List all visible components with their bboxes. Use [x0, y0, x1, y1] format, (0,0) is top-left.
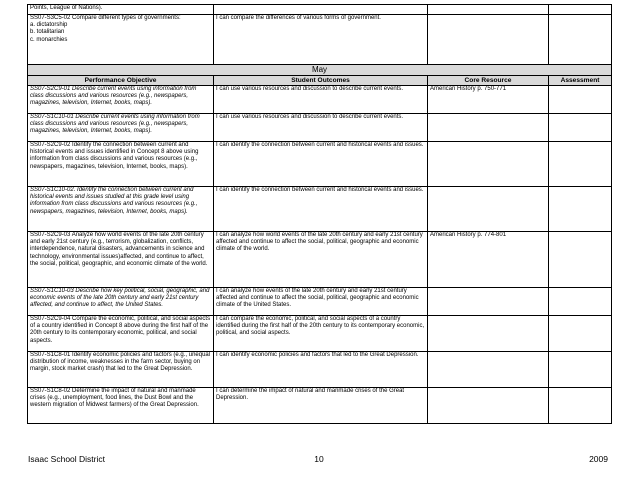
- list-item: c. monarchies: [30, 36, 68, 43]
- objective-cell: SS07-S2C9-02 Identify the connection between current and historical events and issues identified in Concept 8 above using information from class discussions and various resources (e.g., newspapers, magazines, television, Internet, books, maps).: [28, 142, 214, 187]
- objective-cell: SS07-S2C9-04 Compare the economic, political, and social aspects of a country identified in Concept 8 above during the first half of the 20th century to its contemporary economic, political, and social aspects.: [28, 316, 214, 352]
- list-item: b. totalitarian: [30, 29, 65, 36]
- objective-cell: SS07-S2C9-03 Analyze how world events of the late 20th century and early 21st century (e.g., terrorism, globalization, conflicts, interdependence, natural disasters, advancements in science and technology, environmental issues)affected, and continue to affect, the social, political, geographic, and economic climate of the world.: [28, 232, 214, 288]
- assessment-cell: [549, 15, 612, 65]
- assessment-cell: [549, 5, 612, 15]
- table-row: [28, 114, 612, 142]
- footer-page-number: 10: [314, 454, 324, 464]
- objective-text: SS07-S3C5-02 Compare different types of governments:: [30, 15, 181, 21]
- table-row: [28, 187, 612, 232]
- assessment-cell: [549, 187, 612, 232]
- objective-cell: SS07-S1C10-03 Describe how key political, social, geographic, and economic events of the late 20th century and early 21st century affected, and continue to affect, the United States.: [28, 288, 214, 316]
- header-row: [28, 76, 612, 86]
- resource-cell: [428, 288, 549, 316]
- outcome-cell: I can identify economic policies and factors that led to the Great Depression.: [214, 352, 428, 388]
- assessment-cell: [549, 352, 612, 388]
- objective-cell: SS07-S1C10-01 Describe current events using information from class discussions and various resources (e.g., newspapers, magazines, television, Internet, books, maps).: [28, 114, 214, 142]
- outcome-cell: I can analyze how events of the late 20th century and early 21st century affected and continue to affect the social, political, geographic and economic climate of the United States.: [214, 288, 428, 316]
- table-row: [28, 316, 612, 352]
- resource-cell: [428, 5, 549, 15]
- outcome-cell: I can compare the economic, political, and social aspects of a country identified during the first half of the 20th century to its contemporary economic, political, and social aspects.: [214, 316, 428, 352]
- outcome-cell: [214, 15, 428, 65]
- outcome-text: I can compare the differences of various forms of government.: [216, 15, 381, 21]
- assessment-cell: [549, 388, 612, 424]
- table-row: [28, 288, 612, 316]
- objective-cell: [28, 5, 214, 15]
- objective-cell: SS07-S1C10-02. Identify the connection between current and historical events and issues studied at this grade level using information from class discussions and various resources (e.g., newspapers, magazines, television, Internet, books, maps).: [28, 187, 214, 232]
- resource-cell: American History p. 774-801: [428, 232, 549, 288]
- curriculum-table: [27, 4, 612, 424]
- continuation-row: [28, 5, 612, 15]
- objective-cell: SS07-S2C9-01 Describe current events using information from class discussions and various resources (e.g., newspapers, magazines, television, Internet, books, maps).: [28, 86, 214, 114]
- assessment-cell: [549, 114, 612, 142]
- header-assessment: Assessment: [549, 76, 612, 86]
- footer-district: Isaac School District: [28, 454, 105, 464]
- header-outcomes: Student Outcomes: [214, 76, 428, 86]
- month-label: May: [28, 65, 612, 76]
- table-row: [28, 86, 612, 114]
- resource-cell: [428, 352, 549, 388]
- objective-cell: SS07-S1C8-02 Determine the impact of natural and manmade crises (e.g., unemployment, food lines, the Dust Bowl and the western migration of Midwest farmers) of the Great Depression.: [28, 388, 214, 424]
- continuation-text: Points, League of Nations).: [30, 5, 103, 11]
- outcome-cell: [214, 5, 428, 15]
- table-row: [28, 232, 612, 288]
- resource-cell: American History p. 750-771: [428, 86, 549, 114]
- assessment-cell: [549, 232, 612, 288]
- resource-cell: [428, 114, 549, 142]
- objective-cell: [28, 15, 214, 65]
- header-resource: Core Resource: [428, 76, 549, 86]
- table-row: [28, 388, 612, 424]
- outcome-cell: I can identify the connection between current and historical events and issues.: [214, 142, 428, 187]
- footer-year: 2009: [589, 454, 608, 464]
- assessment-cell: [549, 86, 612, 114]
- table-row: [28, 352, 612, 388]
- outcome-cell: I can determine the impact of natural and manmade crises of the Great Depression.: [214, 388, 428, 424]
- table-row: [28, 142, 612, 187]
- month-row: [28, 65, 612, 76]
- objective-cell: SS07-S1C8-01 Identify economic policies and factors (e.g., unequal distribution of income, weaknesses in the farm sector, buying on margin, stock market crash) that led to the Great Depression.: [28, 352, 214, 388]
- resource-cell: [428, 388, 549, 424]
- header-objective: Performance Objective: [28, 76, 214, 86]
- assessment-cell: [549, 316, 612, 352]
- resource-cell: [428, 316, 549, 352]
- assessment-cell: [549, 142, 612, 187]
- list-item: a. dictatorship: [30, 22, 68, 29]
- compare-governments-row: [28, 15, 612, 65]
- resource-cell: [428, 187, 549, 232]
- outcome-cell: I can identify the connection between current and historical events and issues.: [214, 187, 428, 232]
- resource-cell: [428, 142, 549, 187]
- outcome-cell: I can analyze how world events of the late 20th century and early 21st century affected and continue to affect the social, political, geographic and economic climate of the world.: [214, 232, 428, 288]
- resource-cell: [428, 15, 549, 65]
- assessment-cell: [549, 288, 612, 316]
- outcome-cell: I can use various resources and discussion to describe current events.: [214, 86, 428, 114]
- outcome-cell: I can use various resources and discussion to describe current events.: [214, 114, 428, 142]
